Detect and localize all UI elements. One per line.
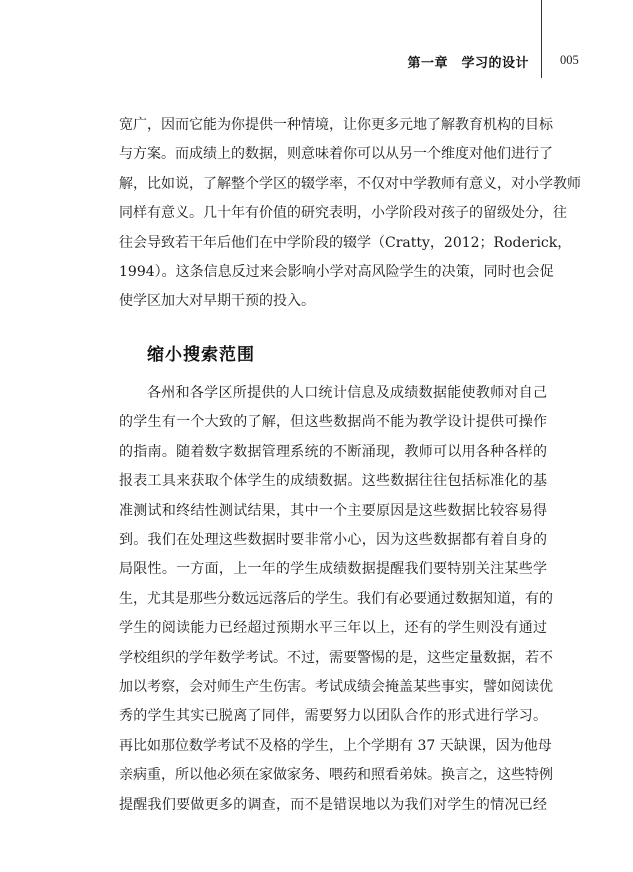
text-line: 局限性。一方面，上一年的学生成绩数据提醒我们要特别关注某些学 (119, 561, 547, 578)
text-line: 1994）。这条信息反过来会影响小学对高风险学生的决策，同时也会促 (119, 264, 554, 281)
text-line: 到。我们在处理这些数据时要非常小心，因为这些数据都有着自身的 (119, 532, 547, 549)
text-line: 准测试和终结性测试结果，其中一个主要原因是这些数据比较容易得 (119, 502, 547, 519)
text-line: 亲病重，所以他必须在家做家务、喂药和照看弟妹。换言之，这些特例 (119, 767, 553, 784)
text-line: 解，比如说，了解整个学区的辍学率，不仅对中学教师有意义，对小学教师 (119, 175, 581, 192)
text-line: 同样有意义。几十年有价值的研究表明，小学阶段对孩子的留级处分，往 (119, 205, 567, 222)
text-line: 学校组织的学年数学考试。不过，需要警惕的是，这些定量数据，若不 (119, 649, 553, 666)
text-line: 与方案。而成绩上的数据，则意味着你可以从另一个维度对他们进行了 (119, 146, 553, 163)
paragraph-1 (119, 111, 581, 317)
text-line: 使学区加大对早期干预的投入。 (119, 293, 315, 310)
text-line: 各州和各学区所提供的人口统计信息及成绩数据能使教师对自己 (147, 385, 547, 401)
text-line: 秀的学生其实已脱离了同伴，需要努力以团队合作的形式进行学习。 (119, 708, 547, 725)
text-line: 提醒我们要做更多的调查，而不是错误地以为我们对学生的情况已经 (119, 796, 547, 813)
section-heading: 缩小搜索范围 (147, 345, 255, 365)
text-line: 报表工具来获取个体学生的成绩数据。这些数据往往包括标准化的基 (119, 473, 547, 490)
page-number: 005 (560, 53, 579, 67)
text-line: 生，尤其是那些分数远远落后的学生。我们有必要通过数据知道，有的 (119, 590, 553, 607)
text-line: 的学生有一个大致的了解，但这些数据尚不能为教学设计提供可操作 (119, 414, 547, 431)
text-line: 再比如那位数学考试不及格的学生，上个学期有 37 天缺课，因为他母 (119, 737, 552, 754)
running-header (0, 52, 633, 72)
text-line: 宽广，因而它能为你提供一种情境，让你更多元地了解教育机构的目标 (119, 117, 553, 133)
paragraph-2 (119, 379, 553, 820)
chapter-title: 第一章 学习的设计 (407, 56, 529, 71)
text-line: 的指南。随着数字数据管理系统的不断涌现，教师可以用各种各样的 (119, 443, 547, 460)
text-line: 学生的阅读能力已经超过预期水平三年以上，还有的学生则没有通过 (119, 620, 547, 637)
text-line: 加以考察，会对师生产生伤害。考试成绩会掩盖某些事实，譬如阅读优 (119, 679, 553, 696)
text-line: 往会导致若干年后他们在中学阶段的辍学（Cratty，2012；Roderick， (119, 234, 572, 251)
